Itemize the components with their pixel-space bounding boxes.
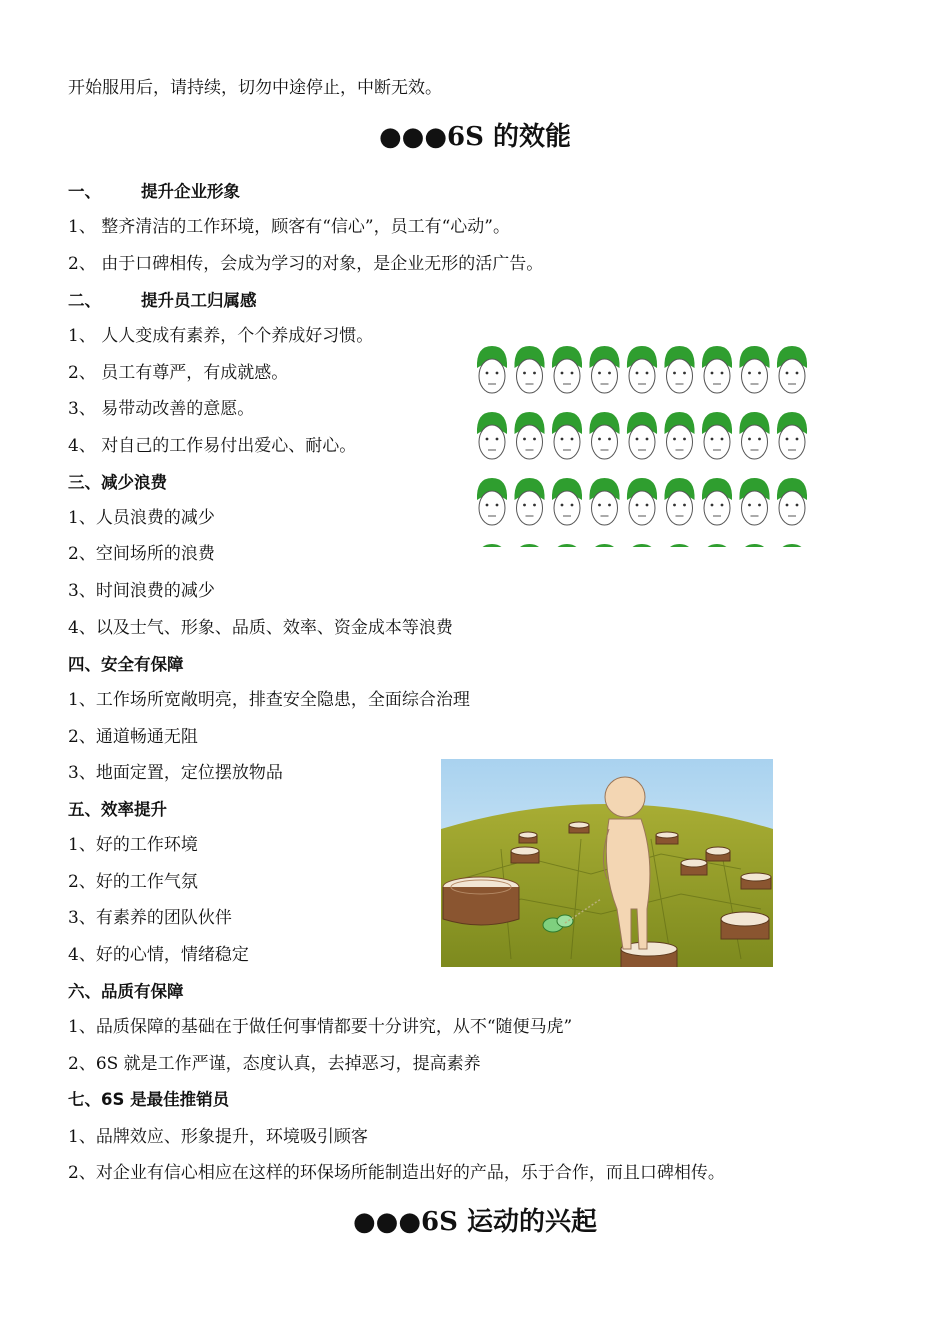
face-icon — [627, 478, 657, 525]
heading-s3: 三、减少浪费 — [68, 473, 167, 492]
face-icon — [739, 478, 769, 525]
s1-item: 1、 整齐清洁的工作环境，顾客有“信心”，员工有“心动”。 — [68, 217, 510, 237]
section-title-effects: ●●●6S 的效能 — [379, 122, 571, 152]
face-icon — [739, 412, 769, 459]
s3-item: 1、人员浪费的减少 — [68, 508, 215, 528]
face-icon — [702, 346, 732, 393]
heading-s6: 六、品质有保障 — [68, 982, 184, 1001]
face-icon — [477, 544, 507, 547]
tree-stump-icon — [443, 877, 519, 925]
face-icon — [589, 478, 619, 525]
intro-line: 开始服用后，请持续，切勿中途停止，中断无效。 — [68, 78, 442, 98]
face-icon — [777, 544, 807, 547]
heading-s2-text: 提升员工归属感 — [141, 291, 257, 310]
s6-item: 2、6S 就是工作严谨，态度认真，去掉恶习，提高素养 — [68, 1054, 481, 1074]
face-icon — [477, 478, 507, 525]
heading-s5: 五、效率提升 — [68, 800, 167, 819]
heading-s7: 七、6S 是最佳推销员 — [68, 1090, 230, 1109]
face-icon — [514, 412, 544, 459]
face-icon — [664, 412, 694, 459]
s3-item: 2、空间场所的浪费 — [68, 544, 215, 564]
face-icon — [627, 346, 657, 393]
s5-item: 2、好的工作气氛 — [68, 872, 198, 892]
face-icon — [627, 544, 657, 547]
face-icon — [739, 346, 769, 393]
s4-item: 1、工作场所宽敞明亮，排查安全隐患，全面综合治理 — [68, 690, 470, 710]
s3-item: 4、以及士气、形象、品质、效率、资金成本等浪费 — [68, 618, 453, 638]
heading-s1-num: 一、 — [68, 182, 101, 201]
s4-item: 3、地面定置，定位摆放物品 — [68, 763, 283, 783]
face-icon — [477, 346, 507, 393]
faces-grid-svg — [470, 344, 815, 547]
face-icon — [514, 478, 544, 525]
face-icon — [552, 544, 582, 547]
face-icon — [664, 478, 694, 525]
s2-item: 4、 对自己的工作易付出爱心、耐心。 — [68, 436, 357, 456]
face-icon — [664, 544, 694, 547]
stumps-cartoon-svg — [441, 759, 773, 967]
s2-item: 3、 易带动改善的意愿。 — [68, 399, 255, 419]
face-icon — [552, 412, 582, 459]
face-icon — [589, 346, 619, 393]
face-icon — [514, 346, 544, 393]
s4-item: 2、通道畅通无阻 — [68, 727, 198, 747]
s5-item: 3、有素养的团队伙伴 — [68, 908, 232, 928]
heading-s2-num: 二、 — [68, 291, 101, 310]
face-icon — [702, 478, 732, 525]
face-icon — [777, 412, 807, 459]
s2-item: 1、 人人变成有素养，个个养成好习惯。 — [68, 326, 374, 346]
face-icon — [552, 478, 582, 525]
s7-item: 1、品牌效应、形象提升，环境吸引顾客 — [68, 1127, 368, 1147]
face-icon — [777, 346, 807, 393]
face-icon — [589, 544, 619, 547]
s3-item: 3、时间浪费的减少 — [68, 581, 215, 601]
heading-s4: 四、安全有保障 — [68, 655, 184, 674]
heading-s1-text: 提升企业形象 — [141, 182, 240, 201]
face-icon — [514, 544, 544, 547]
heading-s1 — [68, 181, 240, 203]
face-icon — [777, 478, 807, 525]
face-icon — [589, 412, 619, 459]
heading-s2 — [68, 290, 257, 312]
face-icon — [702, 412, 732, 459]
face-icon — [664, 346, 694, 393]
s1-item: 2、 由于口碑相传，会成为学习的对象，是企业无形的活广告。 — [68, 254, 544, 274]
s7-item: 2、对企业有信心相应在这样的环保场所能制造出好的产品，乐于合作，而且口碑相传。 — [68, 1163, 725, 1183]
s6-item: 1、品质保障的基础在于做任何事情都要十分讲究，从不“随便马虎” — [68, 1017, 573, 1037]
s5-item: 1、好的工作环境 — [68, 835, 198, 855]
section-title-rise: ●●●6S 运动的兴起 — [353, 1207, 597, 1237]
face-icon — [739, 544, 769, 547]
face-icon — [552, 346, 582, 393]
s2-item: 2、 员工有尊严，有成就感。 — [68, 363, 289, 383]
faces-grid-image — [470, 344, 815, 547]
face-icon — [702, 544, 732, 547]
stumps-cartoon-image — [441, 759, 773, 967]
face-icon — [627, 412, 657, 459]
face-icon — [477, 412, 507, 459]
s5-item: 4、好的心情，情绪稳定 — [68, 945, 249, 965]
